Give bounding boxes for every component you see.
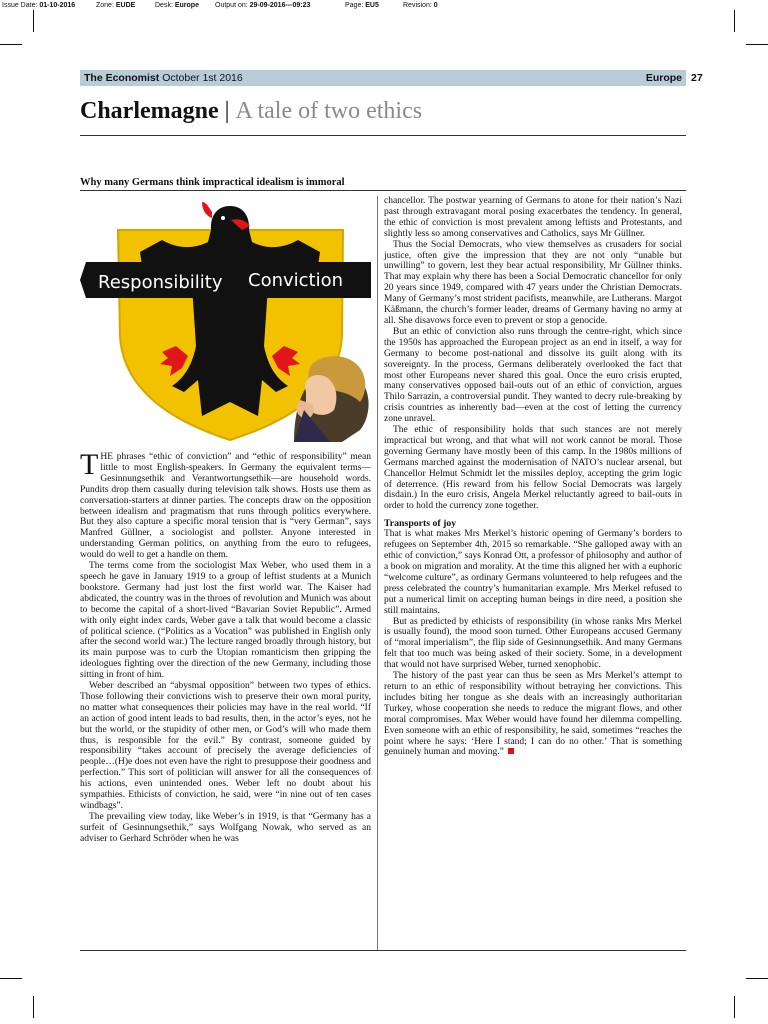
crop-mark (0, 44, 22, 45)
drop-cap: T (80, 448, 99, 481)
article-paragraph: The terms come from the sociologist Max Weber, who used them in a speech he gave in January 1919 to a group of leftist students at a Munich bookstore. Germany had just lost the first world war. The Kaiser had abdicated, the country was in the throes of revolution and Munich was about to become the capital of a short-lived “Bavarian Soviet Republic”. Armed with only eight index cards, Weber gave a talk that would become a classic of political science. (“Politics as a Vocation” was published in English only after the second world war.) The lecture ranged broadly through history, but its main purpose was to curb the Utopian romanticism then gripping the ideologues fighting over the direction of the new Germany, including those sitting in front of him. (80, 561, 371, 681)
slug-page: Page: EU5 (345, 2, 379, 9)
slug-zone: Zone: EUDE (96, 2, 136, 9)
left-column (80, 448, 371, 845)
sign-label-responsibility: Responsibility (98, 272, 223, 293)
article-paragraph: But an ethic of conviction also runs through the centre-right, which since the 1950s has approached the European project as an end in itself, a way for Germany to become post-national and dissolve its guilt along with its sovereignty. In the process, Germans deliberately overlooked the fact that most other Europeans never shared this goal. Once the euro crisis erupted, many conservatives opposed bail-outs out of an ethic of conviction, argues Thilo Sarrazin, a controversial pundit. They wanted to decry rule-breaking by crisis countries as inherently bad—even at the cost of letting the currency zone unravel. (384, 326, 682, 425)
article-title (80, 96, 422, 126)
section-name: Europe (645, 72, 682, 84)
crop-mark (746, 44, 768, 45)
print-slug (0, 0, 768, 12)
crop-mark (33, 10, 34, 32)
paragraph-text: The history of the past year can thus be seen as Mrs Merkel’s attempt to return to an ethic of responsibility without betraying her convictions. This includes biting her tongue as she deals with an increasingly authoritarian Turkey, whose cooperation she needs to reduce the migrant flows, and other moral compromises. Max Weber would have found her dilemma compelling. Even someone with an ethic of responsibility, he said, sometimes “reaches the point where he says: ‘Here I stand; I can do no other.’ That is something genuinely human and moving.” (384, 671, 682, 758)
subhead: Transports of joy (384, 518, 457, 530)
section-header-bar (80, 70, 686, 86)
slug-issue-date: Issue Date: 01-10-2016 (2, 2, 76, 9)
crop-mark (734, 996, 735, 1018)
publication-name: The Economist (84, 72, 160, 84)
article-paragraph: But as predicted by ethicists of responsibility (in whose ranks Mrs Merkel is usually found), the mood soon turned. Other Europeans accused Germany of “moral imperialism”, the flip side of Gesinnungsethik. And many Germans felt that too much was being asked of their society. Some, in a development that would not have surprised Weber, turned xenophobic. (384, 616, 682, 671)
article-paragraph: chancellor. The postwar yearning of Germans to atone for their nation’s Nazi past through extravagant moral posing exacerbates the tendency. In general, the ethic of conviction is most prevalent among leftists and Protestants, and slightly less so among conservatives and Catholics, says Mr Güllner. (384, 196, 682, 239)
headline: A tale of two ethics (235, 98, 423, 124)
slug-desk: Desk: Europe (155, 2, 199, 9)
crop-mark (746, 978, 768, 979)
paragraph-text: HE phrases “ethic of conviction” and “ethic of responsibility” mean little to most English-speakers. In Germany the equivalent terms—Gesinnungsethik and Verantwortungsethik—are household words. Pundits drop them casually during television talk shows. Hosts use them as conversation-starters at dinner parties. The concepts draw on the opposition between idealism and pragmatism that runs through politics everywhere. But they also capture a specific moral tension that is “very German”, says Manfred Güllner, a sociologist and pollster. Anyone interested in understanding German politics, on anything from the euro to refugees, would do well to get a handle on them. (80, 452, 371, 561)
title-rule (80, 135, 686, 136)
right-column (384, 196, 682, 758)
publication-date (84, 71, 243, 85)
article-paragraph: The ethic of responsibility holds that such stances are not merely impractical but wrong, and that what will not work cannot be moral. Those governing Germany have mostly been of this camp. In the 1980s millions of Germans marched against the modernisation of NATO’s nuclear arsenal, but Chancellor Helmut Schmidt let the missiles deploy, accepting the grim logic of deterrence. (His reward from his fellow Social Democrats was largely disdain.) In the euro crisis, Angela Merkel reluctantly agreed to bail-outs in order to hold the currency zone together. (384, 425, 682, 512)
sign-label-conviction: Conviction (248, 270, 344, 291)
page-number: 27 (691, 72, 703, 84)
bottom-rule (80, 950, 686, 951)
article-paragraph: That is what makes Mrs Merkel’s historic opening of Germany’s borders to refugees on September 4th, 2015 so remarkable. “She galloped away with an ethic of conviction,” says Konrad Ott, a professor of philosophy and author of a book on migration and morality. At the time this aligned her with a euphoric “welcome culture”, as ordinary Germans volunteered to help refugees and the press celebrated the country’s humanitarian example. Mrs Merkel refused to put a numerical limit on accepting human beings in dire need, a position she still maintains. (384, 529, 682, 616)
slug-revision: Revision: 0 (403, 2, 438, 9)
end-mark-icon (508, 748, 514, 754)
article-paragraph (384, 671, 682, 758)
article-paragraph: Weber described an “abysmal opposition” between two types of ethics. Those following their convictions wish to preserve their own moral purity, no matter what consequences their policies may have in the real world. “If an action of good intent leads to bad results, then, in the actor’s eyes, not he but the world, or the stupidity of other men, or God’s will who made them thus, is responsible for the evil.” By contrast, someone guided by responsibility “takes account of precisely the average deficiencies of people…(H)e does not even have the right to presuppose their goodness and perfection.” This sort of politician will answer for all the consequences of his actions, even unintended ones. Weber left no doubt about his sympathies. Ethicists of conviction, he said, were “in nine out of ten cases windbags”. (80, 681, 371, 811)
eagle-shield-illustration (80, 196, 371, 442)
issue-date: October 1st 2016 (162, 72, 243, 84)
title-separator: | (224, 98, 230, 124)
strap-rule (80, 190, 686, 191)
slug-output: Output on: 29-09-2016---09:23 (215, 2, 311, 9)
crop-mark (33, 996, 34, 1018)
strapline: Why many Germans think impractical idealism is immoral (80, 177, 345, 188)
column-name: Charlemagne (80, 98, 219, 124)
crop-mark (0, 978, 22, 979)
cartoon-illustration (80, 196, 371, 442)
crop-mark (734, 10, 735, 32)
article-paragraph: Thus the Social Democrats, who view themselves as crusaders for social justice, often give the impression that they are not only “unable but unwilling” to govern, lest they bear actual responsibility, Mr Güllner thinks. That may explain why there has been a Social Democratic chancellor for only 20 years since 1949, compared with 47 years under the Christian Democrats. Many of Germany’s most strident pacifists, meanwhile, are Lutherans. Margot Käßmann, the church’s former leader, dreams of Germany having no army at all. She disavows force even to prevent or stop a genocide. (384, 239, 682, 326)
article-paragraph (80, 448, 371, 561)
article-paragraph: The prevailing view today, like Weber’s in 1919, is that “Germany has a surfeit of Gesinnungsethik,” says Wolfgang Nowak, who served as an adviser to Gerhard Schröder when he was (80, 811, 371, 844)
column-divider (377, 196, 378, 951)
